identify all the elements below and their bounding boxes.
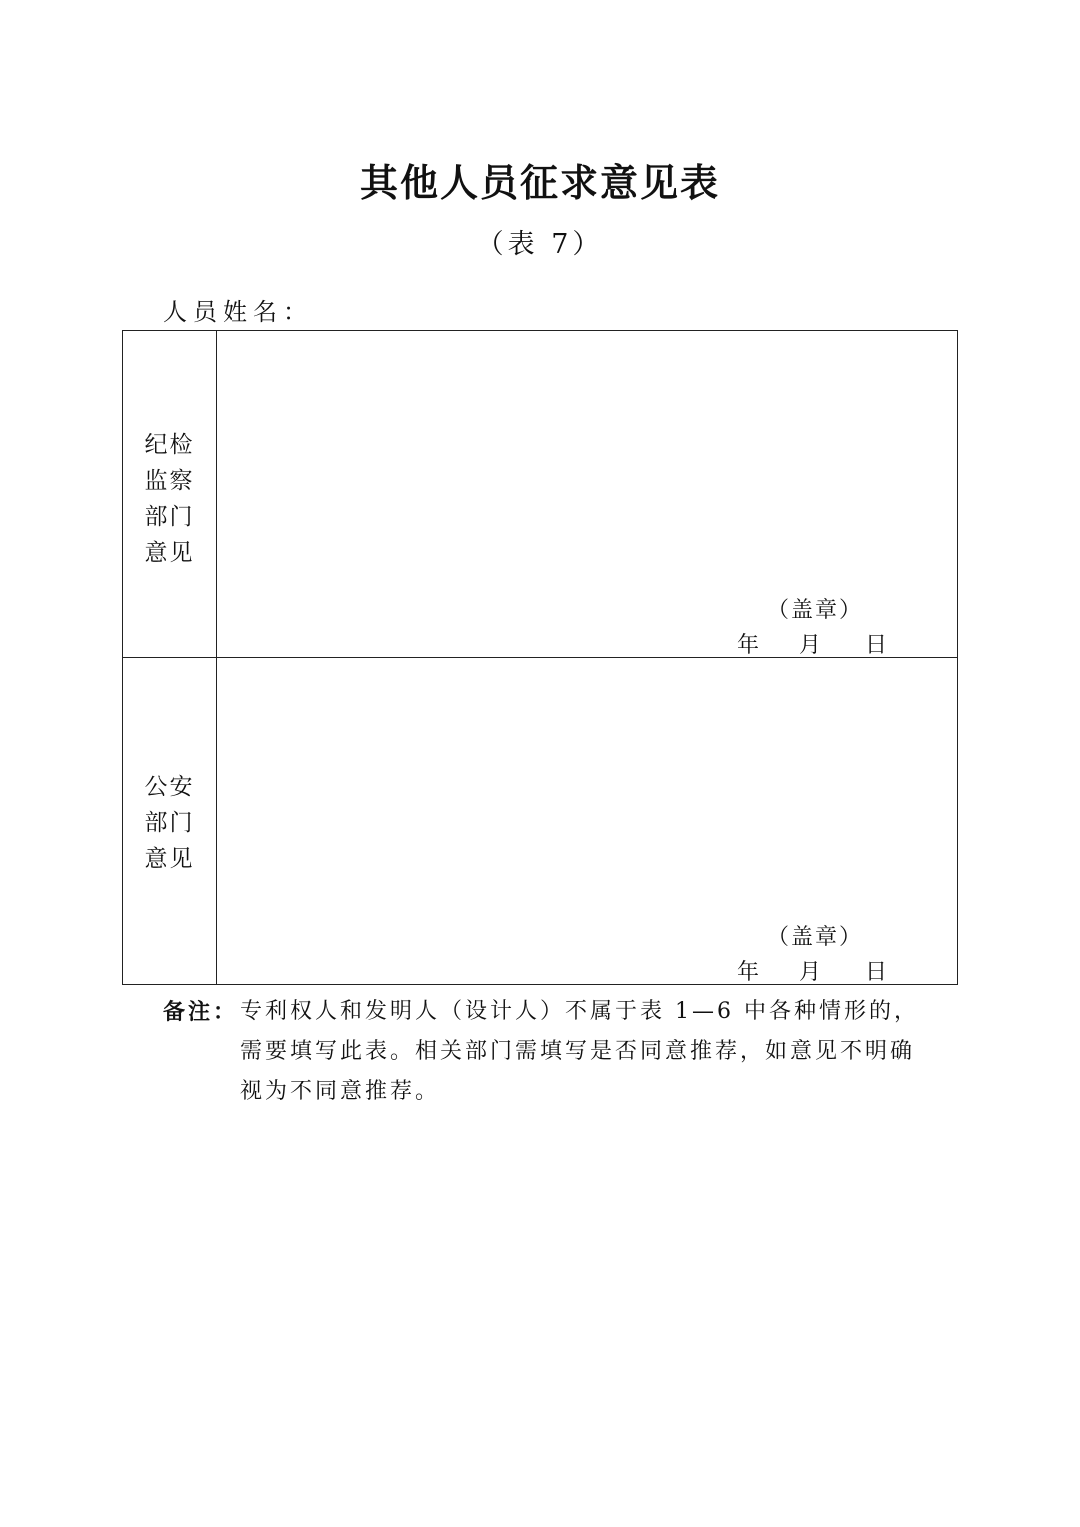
discipline-inspection-row bbox=[123, 331, 957, 658]
page-title: 其他人员征求意见表 bbox=[359, 160, 720, 205]
day-label: 日 bbox=[865, 633, 888, 658]
month-label: 月 bbox=[799, 633, 822, 658]
remarks-line: 需要填写此表。相关部门需填写是否同意推荐，如意见不明确 bbox=[240, 1039, 916, 1064]
public-security-label: 公安部门意见 bbox=[144, 774, 195, 872]
public-security-opinion-area[interactable] bbox=[217, 658, 957, 984]
day-label: 日 bbox=[865, 960, 888, 985]
year-label: 年 bbox=[737, 960, 760, 985]
year-label: 年 bbox=[737, 633, 760, 658]
row-label-cell bbox=[123, 331, 217, 657]
opinion-form-table bbox=[122, 330, 958, 985]
row-label-cell bbox=[123, 658, 217, 984]
remarks-line: 专利权人和发明人（设计人）不属于表 1—6 中各种情形的， bbox=[240, 999, 919, 1024]
seal-label: （盖章） bbox=[767, 925, 864, 950]
table-number: （表 7） bbox=[476, 229, 604, 260]
public-security-row bbox=[123, 658, 957, 984]
discipline-inspection-label: 纪检监察部门意见 bbox=[144, 432, 195, 566]
month-label: 月 bbox=[799, 960, 822, 985]
discipline-inspection-opinion-area[interactable] bbox=[217, 331, 957, 657]
seal-label: （盖章） bbox=[767, 598, 864, 623]
person-name-label: 人员姓名： bbox=[163, 298, 313, 326]
remarks-line: 视为不同意推荐。 bbox=[240, 1079, 441, 1104]
remarks-label: 备注： bbox=[163, 999, 239, 1025]
remarks-text bbox=[240, 992, 930, 1112]
